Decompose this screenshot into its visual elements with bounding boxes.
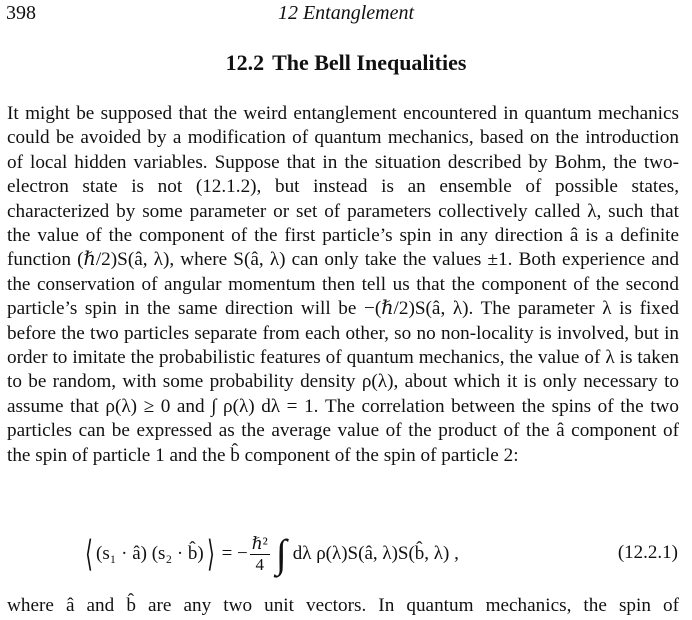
running-head xyxy=(6,2,686,26)
section-number: 12.2 xyxy=(225,50,265,75)
left-angle-bracket: ⟨ xyxy=(85,534,93,574)
section-title: The Bell Inequalities xyxy=(272,50,467,75)
equation-12-2-1 xyxy=(82,522,678,586)
fraction-numerator: ℏ² xyxy=(251,533,268,553)
right-angle-bracket: ⟩ xyxy=(206,534,215,574)
running-title: 12 Entanglement xyxy=(277,2,415,24)
equals-minus: = − xyxy=(221,543,248,564)
page-number: 398 xyxy=(6,2,36,24)
body-paragraph: It might be supposed that the weird entanglement encountered in quantum mechanics could be avoided by a modification of quantum mechanics, based on the introduction of local hidden variables. Suppose that in the situation described by Bohm, the two-electron state is not (12.1.2), but instead is an ensemble of possible states, characterized by some parameter or set of parameters collectively called λ, such that the value of the component of the first particle’s spin in any direction â is a definite function (ℏ/2)S(â, λ), where S(â, λ) can only take the values ±1. Both experience and the conservation of angular momentum then tell us that the component of the second particle’s spin in the same direction will be −(ℏ/2)S(â, λ). The parameter λ is fixed before the two particles separate from each other, so no non-locality is involved, but in order to imitate the probabilistic features of quantum mechanics, the value of λ is taken to be random, with some probability density ρ(λ), about which it is only necessary to assume that ρ(λ) ≥ 0 and ∫ ρ(λ) dλ = 1. The correlation between the spins of the two particles can be expressed as the average value of the product of the â component of the spin of particle 1 and the b̂ component of the spin of particle 2: xyxy=(7,103,679,466)
equation-number: (12.2.1) xyxy=(617,542,678,563)
equation-integrand: dλ ρ(λ)S(â, λ)S(b̂, λ) , xyxy=(292,543,459,564)
equation-lhs: (s₁ · â) (s₂ · b̂) xyxy=(96,543,204,564)
integral-sign: ∫ xyxy=(275,531,287,576)
fraction xyxy=(250,534,270,575)
equation-formula xyxy=(82,522,459,586)
fraction-denominator: 4 xyxy=(255,554,265,574)
closing-line: where â and b̂ are any two unit vectors. In quantum mechanics, the spin of xyxy=(7,595,679,616)
section-heading xyxy=(0,50,692,76)
